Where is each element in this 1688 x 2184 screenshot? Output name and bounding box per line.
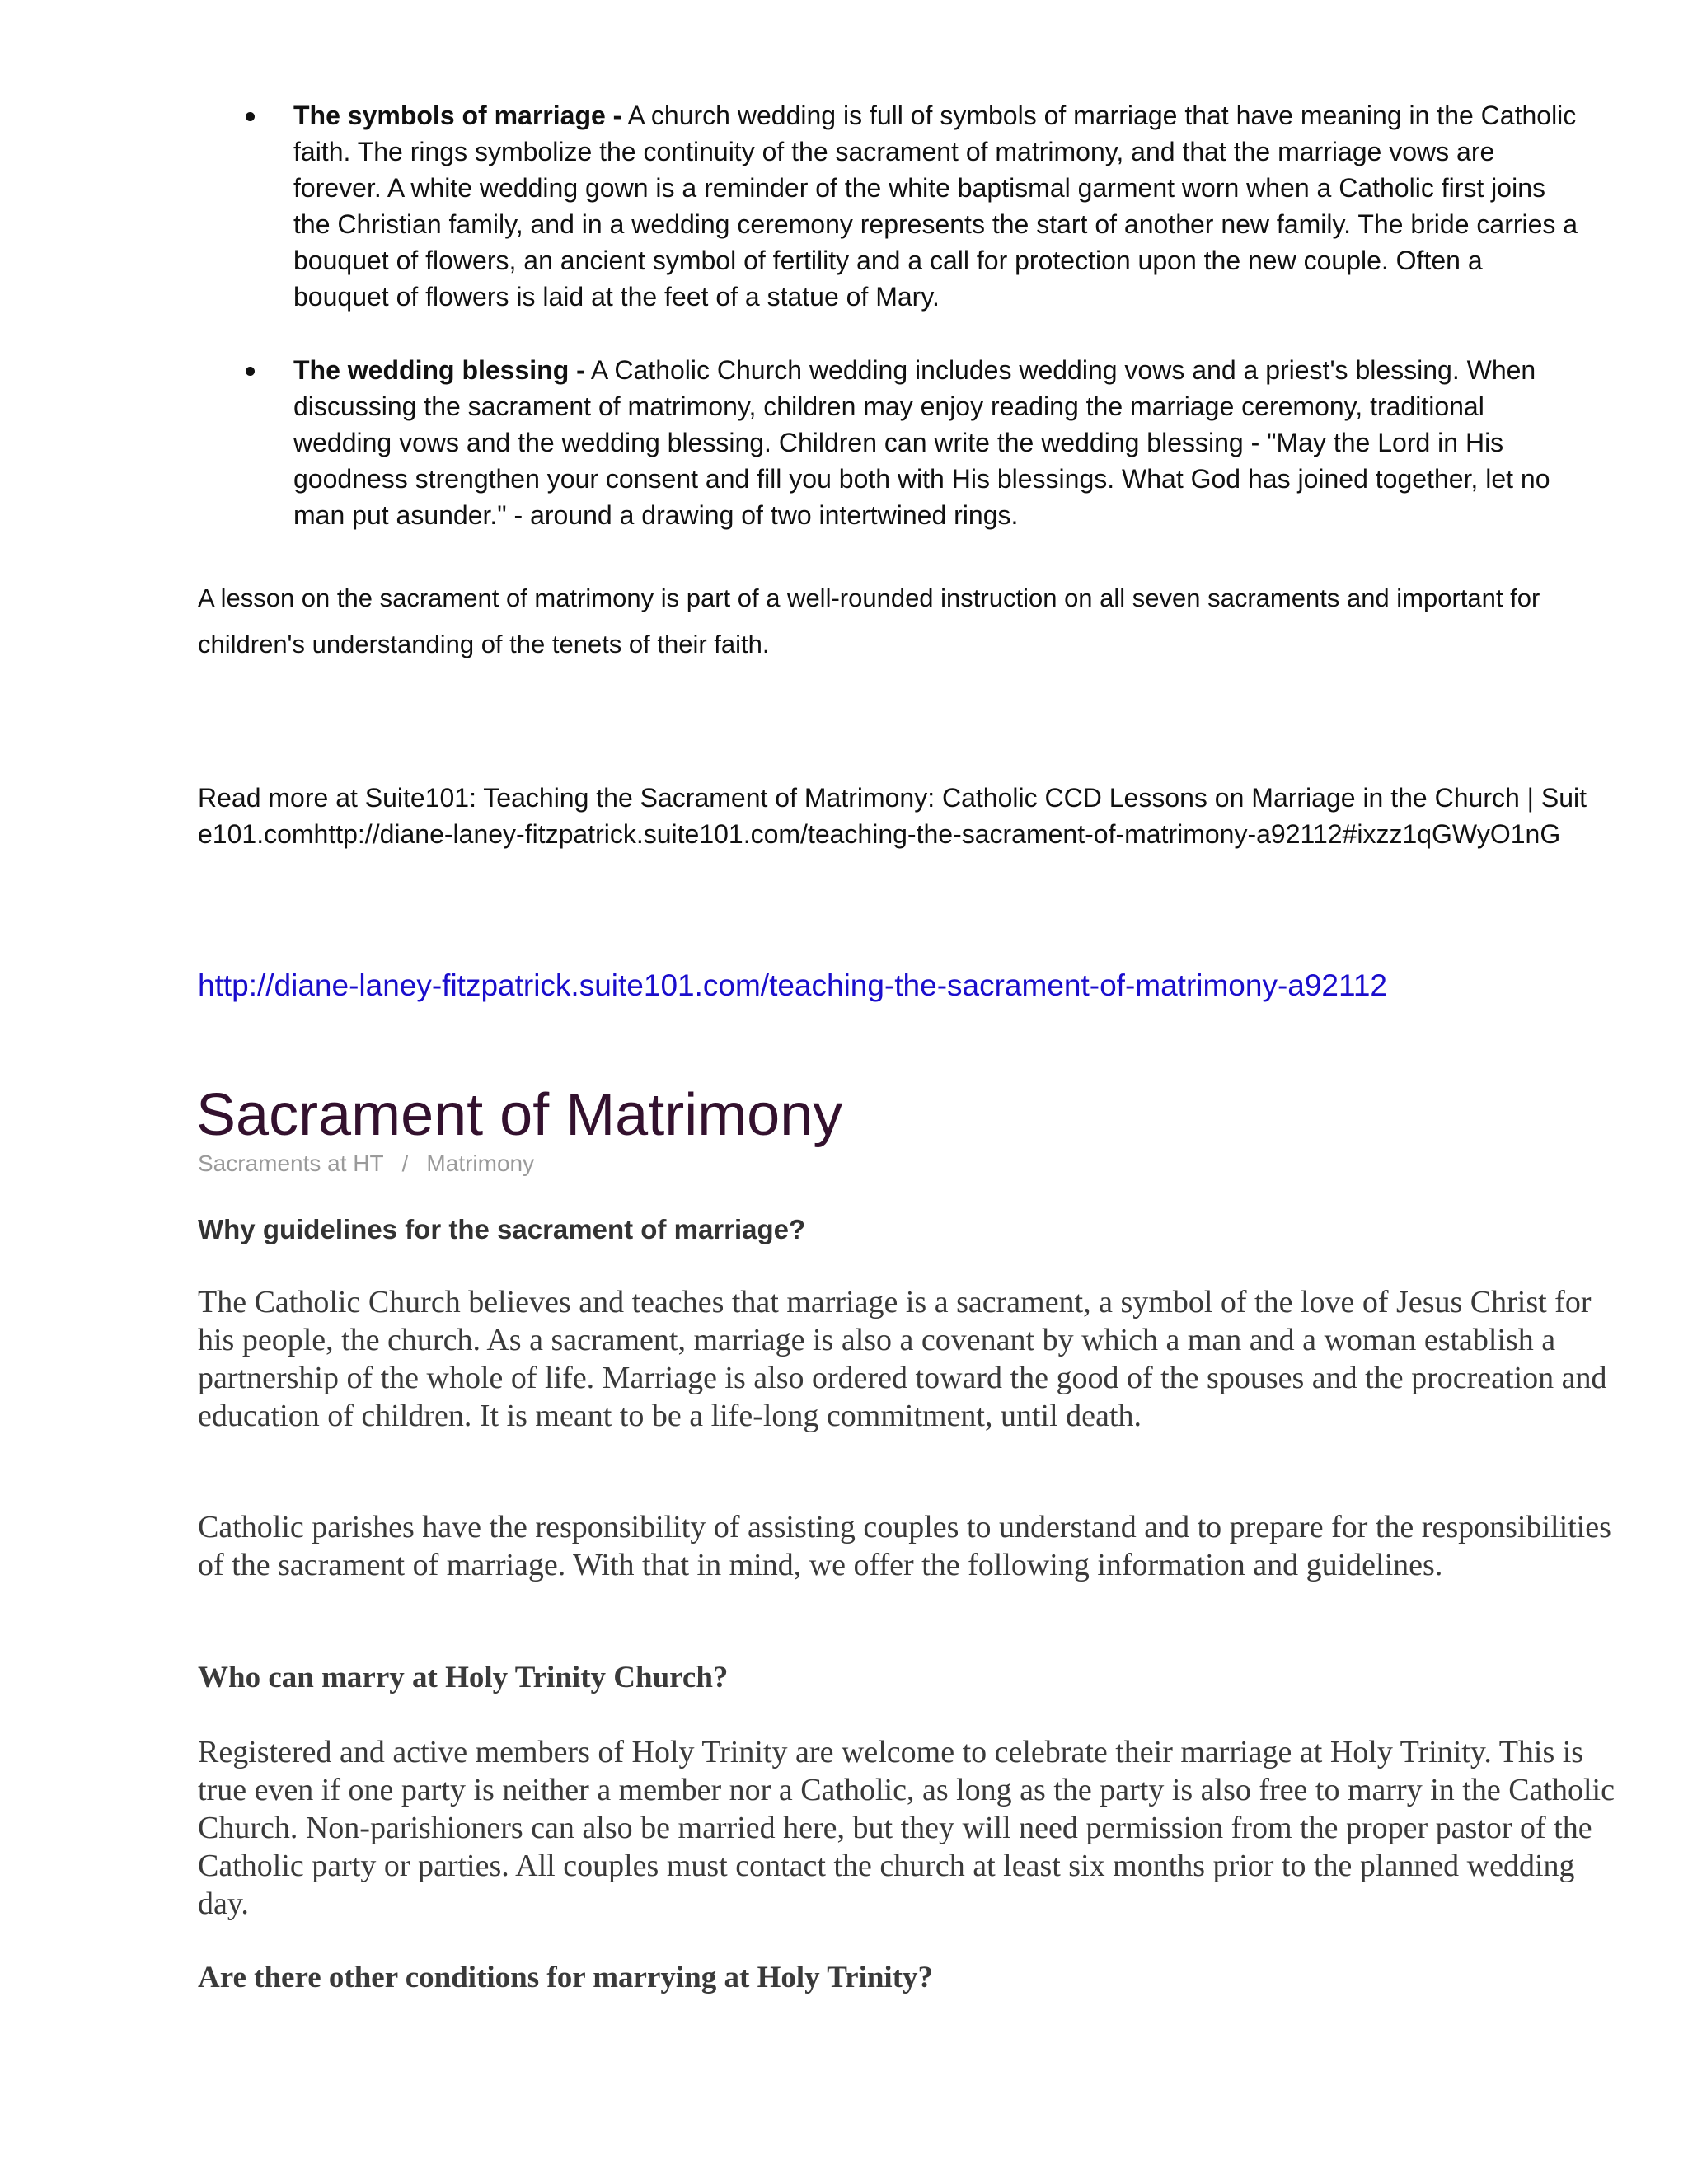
bullet-text: A Catholic Church wedding includes wedding vows and a priest's blessing. When discussing the sacrament of matrimony, children may enjoy reading the marriage ceremony, traditional wedding vows and the wedding blessing. Children can write the wedding blessing - "May the Lord in His goodness strengthen your consent and fill you both with His blessings. What God has joined together, let no man put asunder." - around a drawing of two intertwined rings. [293,355,1550,530]
section-subheading: Why guidelines for the sacrament of marriage? [198,1214,806,1244]
body-paragraph-2: Catholic parishes have the responsibility of assisting couples to understand and to prepare for the responsibilities of the sacrament of marriage. With that in mind, we offer the following information and guidelines. [198,1510,1611,1582]
breadcrumb-current: Matrimony [426,1151,535,1176]
bullet-item-symbols [198,97,1582,315]
breadcrumb [198,1149,534,1179]
breadcrumb-parent[interactable]: Sacraments at HT [198,1151,384,1176]
body-paragraph-3: Registered and active members of Holy Trinity are welcome to celebrate their marriage at Holy Trinity. This is true even if one party is neither a member nor a Catholic, as long as the party is also free to marry in the Catholic Church. Non-parishioners can also be married here, but they will need permission from the proper pastor of the Catholic party or parties. All couples must contact the church at least six months prior to the planned wedding day. [198,1735,1615,1921]
page-title: Sacrament of Matrimony [196,1082,843,1148]
bullet-dot-icon [246,112,255,121]
body-paragraph-1: The Catholic Church believes and teaches that marriage is a sacrament, a symbol of the love of Jesus Christ for his people, the church. As a sacrament, marriage is also a covenant by which a man and a woman establish a partnership of the whole of life. Marriage is also ordered toward the good of the spouses and the procreation and education of children. It is meant to be a life-long commitment, until death. [198,1285,1607,1433]
breadcrumb-separator: / [401,1151,409,1176]
bullet-text: A church wedding is full of symbols of marriage that have meaning in the Catholic faith. The rings symbolize the continuity of the sacrament of matrimony, and that the marriage vows are forever. A white wedding gown is a reminder of the white baptismal garment worn when a Catholic first joins the Christian family, and in a wedding ceremony represents the start of another new family. The bride carries a bouquet of flowers, an ancient symbol of fertility and a call for protection upon the new couple. Often a bouquet of flowers is laid at the feet of a statue of Mary. [293,101,1578,312]
summary-paragraph: A lesson on the sacrament of matrimony is part of a well-rounded instruction on all seven sacraments and important for children's understanding of the tenets of their faith. [198,583,1540,658]
bullet-list [198,97,1582,533]
bullet-dot-icon [246,367,255,376]
bullet-term: The symbols of marriage - [293,101,622,130]
section-heading-2: Who can marry at Holy Trinity Church? [198,1661,729,1694]
bullet-item-blessing [198,352,1582,533]
section-heading-3: Are there other conditions for marrying at Holy Trinity? [198,1961,934,1994]
bullet-term: The wedding blessing - [293,355,585,385]
source-link[interactable]: http://diane-laney-fitzpatrick.suite101.com/teaching-the-sacrament-of-matrimony-a92112 [198,968,1387,1002]
read-more-attribution: Read more at Suite101: Teaching the Sacrament of Matrimony: Catholic CCD Lessons on Marriage in the Church | Suite101.comhttp://diane-laney-fitzpatrick.suite101.com/teaching-the-sacrament-of-matrimony-a92112#ixzz1qGWyO1nG [198,783,1587,849]
